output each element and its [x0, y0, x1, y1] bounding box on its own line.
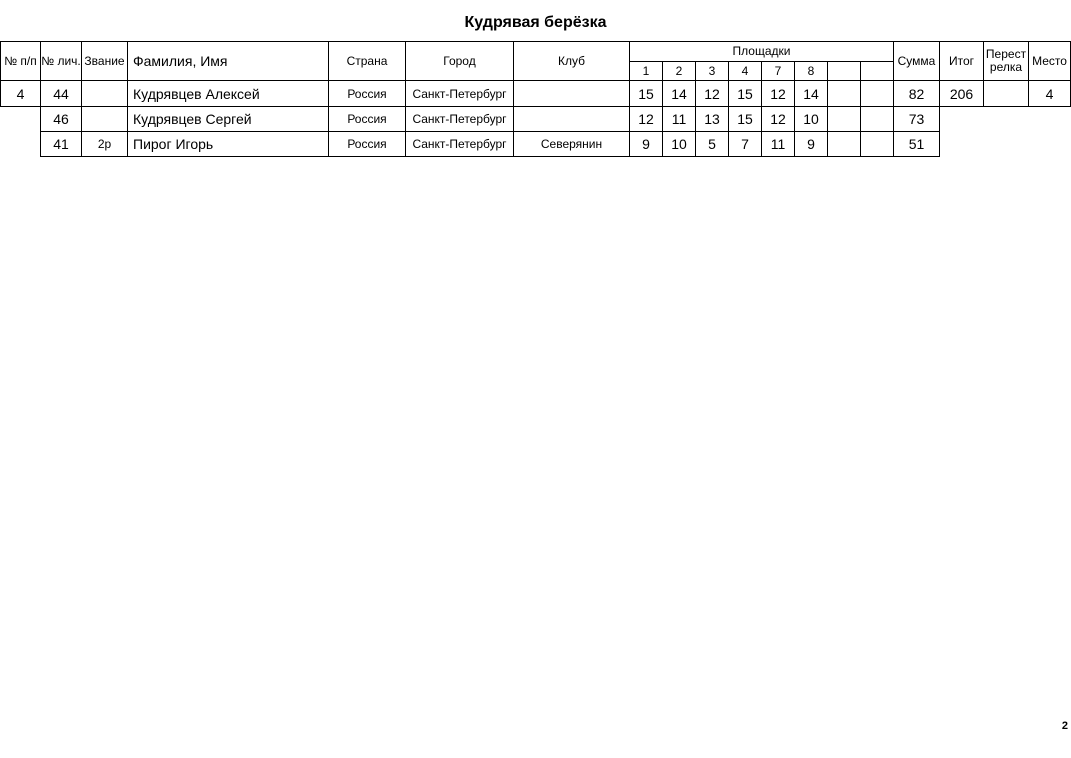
header-gorod: Город: [405, 41, 514, 81]
row-score-blank-1: [827, 80, 861, 107]
row-zvanie: 2р: [81, 131, 128, 157]
row-score-2: 14: [662, 80, 696, 107]
header-num-lich: № лич.: [40, 41, 82, 81]
header-site-3: 3: [695, 61, 729, 81]
row-fio: Кудрявцев Сергей: [127, 106, 329, 132]
row-summa: 82: [893, 80, 940, 107]
row-num-lich: 46: [40, 106, 82, 132]
header-site-1: 1: [629, 61, 663, 81]
row-summa: 73: [893, 106, 940, 132]
row-score-8: 10: [794, 106, 828, 132]
header-num-pp: № п/п: [0, 41, 41, 81]
row-score-2: 10: [662, 131, 696, 157]
header-site-blank-2: [860, 61, 894, 81]
row-score-7: 11: [761, 131, 795, 157]
header-ploshchadki: Площадки: [629, 41, 894, 62]
page-title: Кудрявая берёзка: [464, 14, 607, 31]
header-strana: Страна: [328, 41, 406, 81]
row-score-4: 15: [728, 106, 762, 132]
row-gorod: Санкт-Петербург: [405, 106, 514, 132]
row-score-3: 12: [695, 80, 729, 107]
row-score-blank-2: [860, 80, 894, 107]
team-itog: 206: [939, 80, 984, 107]
header-site-7: 7: [761, 61, 795, 81]
row-fio: Кудрявцев Алексей: [127, 80, 329, 107]
row-gorod: Санкт-Петербург: [405, 80, 514, 107]
row-score-blank-2: [860, 106, 894, 132]
header-mesto: Место: [1028, 41, 1071, 81]
team-perestrelka: [983, 80, 1029, 107]
row-fio: Пирог Игорь: [127, 131, 329, 157]
row-score-1: 15: [629, 80, 663, 107]
row-zvanie: [81, 80, 128, 107]
team-mesto: 4: [1028, 80, 1071, 107]
row-score-7: 12: [761, 80, 795, 107]
row-zvanie: [81, 106, 128, 132]
row-num-lich: 41: [40, 131, 82, 157]
row-num-lich: 44: [40, 80, 82, 107]
row-score-4: 7: [728, 131, 762, 157]
header-summa: Сумма: [893, 41, 940, 81]
header-site-2: 2: [662, 61, 696, 81]
header-perestrelka: Перест релка: [983, 41, 1029, 81]
team-num-pp: 4: [0, 80, 41, 107]
row-klub: [513, 106, 630, 132]
row-klub: Северянин: [513, 131, 630, 157]
header-klub: Клуб: [513, 41, 630, 81]
header-zvanie: Звание: [81, 41, 128, 81]
header-itog: Итог: [939, 41, 984, 81]
row-score-7: 12: [761, 106, 795, 132]
row-score-blank-1: [827, 131, 861, 157]
row-score-blank-2: [860, 131, 894, 157]
row-klub: [513, 80, 630, 107]
row-score-blank-1: [827, 106, 861, 132]
row-score-2: 11: [662, 106, 696, 132]
row-summa: 51: [893, 131, 940, 157]
row-strana: Россия: [328, 131, 406, 157]
row-score-3: 13: [695, 106, 729, 132]
header-fio: Фамилия, Имя: [127, 41, 329, 81]
row-strana: Россия: [328, 80, 406, 107]
row-strana: Россия: [328, 106, 406, 132]
row-score-8: 9: [794, 131, 828, 157]
row-score-8: 14: [794, 80, 828, 107]
header-site-4: 4: [728, 61, 762, 81]
row-gorod: Санкт-Петербург: [405, 131, 514, 157]
page-number: 2: [1061, 720, 1068, 732]
row-score-1: 12: [629, 106, 663, 132]
header-site-blank-1: [827, 61, 861, 81]
row-score-4: 15: [728, 80, 762, 107]
header-site-8: 8: [794, 61, 828, 81]
row-score-1: 9: [629, 131, 663, 157]
row-score-3: 5: [695, 131, 729, 157]
